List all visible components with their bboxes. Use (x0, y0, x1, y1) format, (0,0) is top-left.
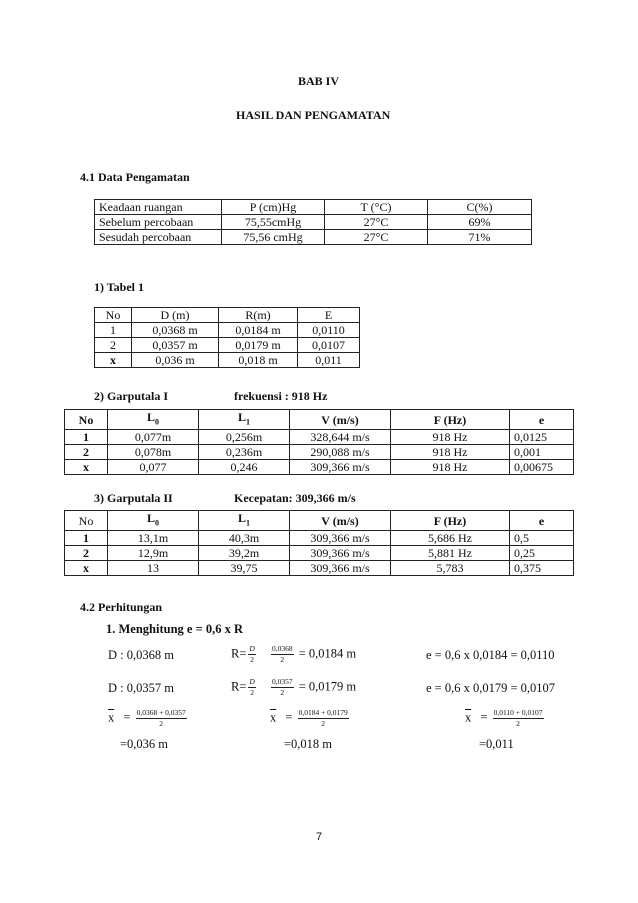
table-header-row (65, 511, 574, 531)
table-cell: 27°C (325, 215, 428, 230)
fraction-mean-r (298, 708, 349, 729)
table-header-cell: e (510, 410, 574, 430)
table-row (65, 445, 574, 460)
mean-symbol: $\overline{x}$ (270, 710, 277, 725)
equals-sign: = (285, 710, 293, 725)
table-header-cell: No (65, 410, 108, 430)
radius-prefix: R= (231, 646, 247, 661)
mean-e-formula (465, 708, 546, 729)
table-header-row (65, 410, 574, 430)
table-header-cell: No (65, 511, 108, 531)
radius-prefix: R= (231, 679, 247, 694)
table-cell: 13,1m (108, 531, 199, 546)
table-cell: 1 (65, 430, 108, 445)
table-cell: 0,0110 (298, 323, 360, 338)
table-header-cell (199, 410, 290, 430)
section-heading-4-2: 4.2 Perhitungan (80, 600, 163, 614)
diameter-1: D : 0,0368 m (108, 648, 174, 662)
table-header-cell: C(%) (428, 200, 532, 215)
fraction-numerator: 0,0357 (271, 677, 293, 686)
fraction-symbolic (248, 677, 255, 698)
equals-sign: = (480, 710, 488, 725)
table-header-cell: R(m) (219, 308, 298, 323)
table-cell: 13 (108, 561, 199, 576)
header-l-letter: L (237, 511, 246, 525)
table-cell: 1 (65, 531, 108, 546)
header-l-subscript: 0 (155, 417, 159, 427)
fraction-mean-e (493, 708, 544, 729)
fraction-denominator: 2 (250, 655, 254, 664)
fraction-numerator: 0,0368 (271, 644, 293, 653)
header-l-subscript: 1 (246, 417, 250, 427)
table-row (95, 215, 532, 230)
table-cell: 309,366 m/s (290, 460, 391, 475)
fraction-numerator: 0,0368 + 0,0357 (136, 708, 186, 717)
table-cell: 309,366 m/s (290, 531, 391, 546)
table-cell: 2 (65, 546, 108, 561)
table-row (65, 561, 574, 576)
table-cell: 0,078m (108, 445, 199, 460)
table-row (65, 546, 574, 561)
table-header-cell: P (cm)Hg (222, 200, 325, 215)
table-cell: 328,644 m/s (290, 430, 391, 445)
table-header-cell: e (510, 511, 574, 531)
page-number: 7 (316, 831, 323, 843)
table-cell: 0,0125 (510, 430, 574, 445)
table-cell: 39,75 (199, 561, 290, 576)
mean-symbol: $\overline{x}$ (65, 561, 108, 576)
table-cell: 5,881 Hz (391, 546, 510, 561)
table-cell: 0,236m (199, 445, 290, 460)
table-cell: 0,077m (108, 430, 199, 445)
table-cell: 1 (95, 323, 132, 338)
chapter-label: BAB IV (298, 74, 340, 88)
table-row (65, 430, 574, 445)
diameter-2: D : 0,0357 m (108, 681, 174, 695)
table-header-cell: E (298, 308, 360, 323)
table-header-cell (199, 511, 290, 531)
header-l-letter: L (146, 511, 155, 525)
fraction-mean-d (136, 708, 187, 729)
mean-symbol: $\overline{x}$ (65, 460, 108, 475)
fraction-symbolic (248, 644, 255, 665)
fraction-numerator: 0,0184 + 0,0179 (298, 708, 348, 717)
mean-r-result: =0,018 m (284, 737, 333, 751)
table-cell: 27°C (325, 230, 428, 245)
table1 (94, 307, 360, 368)
table-cell: 0,0107 (298, 338, 360, 353)
fraction-numerator: D (249, 644, 255, 653)
fraction-denominator: 2 (250, 688, 254, 697)
table-cell: 309,366 m/s (290, 561, 391, 576)
table-cell: 918 Hz (391, 460, 510, 475)
fraction-denominator: 2 (280, 688, 285, 697)
radius-formula-2 (231, 677, 356, 698)
mean-d-result: =0,036 m (120, 737, 169, 751)
mean-r-formula (270, 708, 351, 729)
table-header-cell: F (Hz) (391, 410, 510, 430)
header-l-letter: L (237, 410, 246, 424)
table-row (95, 353, 360, 368)
equals-sign: = (123, 710, 131, 725)
table-header-row (95, 308, 360, 323)
table-cell: 39,2m (199, 546, 290, 561)
table-cell: 918 Hz (391, 430, 510, 445)
garputala1-table (64, 409, 574, 475)
table-cell: Sesudah percobaan (95, 230, 222, 245)
table1-title: 1) Tabel 1 (94, 280, 145, 294)
table-row (95, 338, 360, 353)
table-cell: 69% (428, 215, 532, 230)
page-title: HASIL DAN PENGAMATAN (236, 108, 391, 122)
mean-symbol: $\overline{x}$ (95, 353, 132, 368)
e-calc-1: e = 0,6 x 0,0184 = 0,0110 (426, 648, 555, 662)
table-cell: 0,25 (510, 546, 574, 561)
header-l-letter: L (146, 410, 155, 424)
table-cell: 75,55cmHg (222, 215, 325, 230)
table-cell: 0,0357 m (132, 338, 219, 353)
table-header-row (95, 200, 532, 215)
fraction-denominator: 2 (321, 719, 326, 728)
mean-e-result: =0,011 (479, 737, 514, 751)
table-header-cell: V (m/s) (290, 511, 391, 531)
table-row (95, 323, 360, 338)
header-l-subscript: 0 (155, 518, 159, 528)
garputala2-info: Kecepatan: 309,366 m/s (234, 491, 356, 505)
table-row (95, 230, 532, 245)
table-cell: 0,5 (510, 531, 574, 546)
table-cell: 75,56 cmHg (222, 230, 325, 245)
table-cell: 0,00675 (510, 460, 574, 475)
fraction-numerator: D (249, 677, 255, 686)
mean-symbol: $\overline{x}$ (108, 710, 115, 725)
table-header-cell: Keadaan ruangan (95, 200, 222, 215)
table-cell: 290,088 m/s (290, 445, 391, 460)
table-row (65, 460, 574, 475)
table-cell: 71% (428, 230, 532, 245)
table-row (65, 531, 574, 546)
fraction-numerator: 0,0110 + 0,0107 (493, 708, 543, 717)
table-cell: 0,0368 m (132, 323, 219, 338)
table-header-cell (108, 511, 199, 531)
garputala2-title: 3) Garputala II (94, 491, 173, 505)
table-cell: 0,001 (510, 445, 574, 460)
table-cell: 0,011 (298, 353, 360, 368)
table-cell: 0,018 m (219, 353, 298, 368)
table-cell: 0,0184 m (219, 323, 298, 338)
table-cell: 2 (65, 445, 108, 460)
radius-formula-1 (231, 644, 356, 665)
table-cell: 0,246 (199, 460, 290, 475)
table-cell: 0,0179 m (219, 338, 298, 353)
table-header-cell: T (°C) (325, 200, 428, 215)
table-cell: 0,077 (108, 460, 199, 475)
garputala1-info: frekuensi : 918 Hz (234, 389, 328, 403)
fraction-denominator: 2 (280, 655, 285, 664)
garputala2-table (64, 510, 574, 576)
table-header-cell: V (m/s) (290, 410, 391, 430)
radius-result: = 0,0184 m (298, 646, 357, 661)
garputala1-title: 2) Garputala I (94, 389, 169, 403)
table-header-cell: No (95, 308, 132, 323)
fraction-denominator: 2 (159, 719, 164, 728)
table-cell: 40,3m (199, 531, 290, 546)
table-header-cell (108, 410, 199, 430)
table-cell: Sebelum percobaan (95, 215, 222, 230)
calc-item-1: 1. Menghitung e = 0,6 x R (106, 622, 243, 636)
table-header-cell: F (Hz) (391, 511, 510, 531)
fraction-numeric (271, 677, 294, 698)
table-cell: 309,366 m/s (290, 546, 391, 561)
mean-symbol: $\overline{x}$ (465, 710, 472, 725)
table-cell: 0,256m (199, 430, 290, 445)
table-header-cell: D (m) (132, 308, 219, 323)
table-cell: 0,036 m (132, 353, 219, 368)
e-calc-2: e = 0,6 x 0,0179 = 0,0107 (426, 681, 556, 695)
table-cell: 918 Hz (391, 445, 510, 460)
mean-d-formula (108, 708, 189, 729)
fraction-denominator: 2 (516, 719, 520, 728)
table-cell: 2 (95, 338, 132, 353)
fraction-numeric (271, 644, 294, 665)
table-cell: 5,783 (391, 561, 510, 576)
table-cell: 0,375 (510, 561, 574, 576)
table-cell: 12,9m (108, 546, 199, 561)
conditions-table (94, 199, 532, 245)
header-l-subscript: 1 (246, 518, 250, 528)
radius-result: = 0,0179 m (298, 679, 357, 694)
section-heading-4-1: 4.1 Data Pengamatan (80, 170, 190, 184)
table-cell: 5,686 Hz (391, 531, 510, 546)
